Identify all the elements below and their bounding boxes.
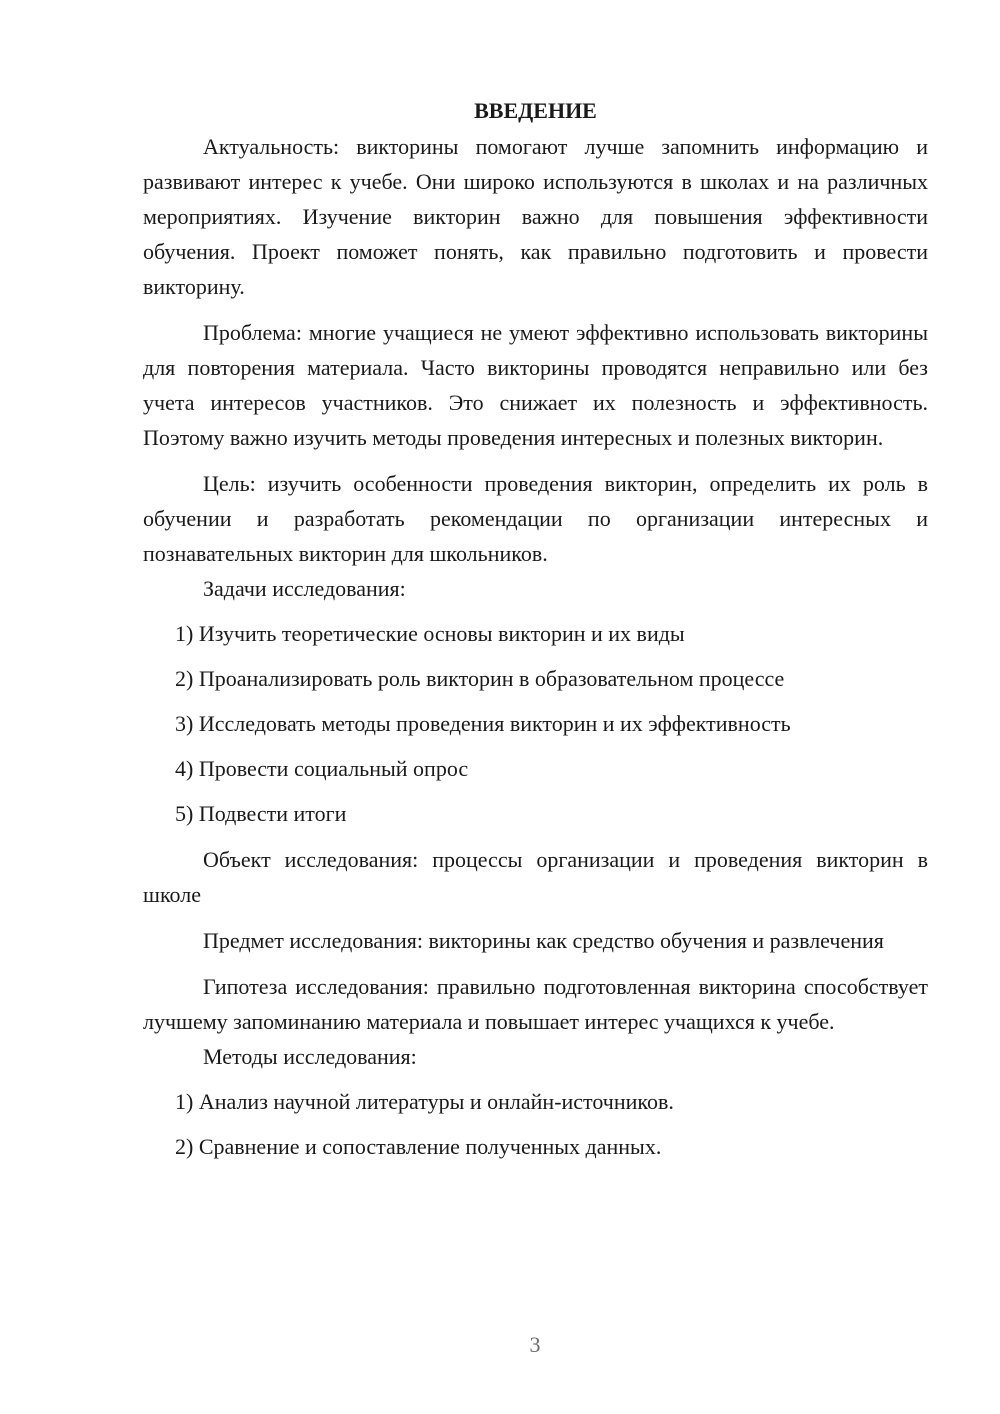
object-paragraph: Объект исследования: процессы организации и проведения викторин в школе [143, 847, 928, 907]
task-item-5: 5) Подвести итоги [175, 801, 347, 826]
subject-paragraph: Предмет исследования: викторины как средство обучения и развлечения [203, 928, 884, 953]
methods-heading: Методы исследования: [203, 1044, 417, 1069]
method-item-2: 2) Сравнение и сопоставление полученных данных. [175, 1134, 662, 1159]
page-title: ВВЕДЕНИЕ [474, 98, 597, 123]
document-page [143, 93, 928, 1164]
task-item-3: 3) Исследовать методы проведения викторин и их эффективность [175, 711, 791, 736]
method-item-1: 1) Анализ научной литературы и онлайн-источников. [175, 1089, 674, 1114]
task-item-1: 1) Изучить теоретические основы викторин и их виды [175, 621, 685, 646]
tasks-heading: Задачи исследования: [203, 576, 406, 601]
problem-paragraph: Проблема: многие учащиеся не умеют эффективно использовать викторины для повторения материала. Часто викторины проводятся неправильно или без учета интересов участников. Это снижает их полезность и эффективность. Поэтому важно изучить методы проведения интересных и полезных викторин. [143, 320, 928, 450]
goal-paragraph: Цель: изучить особенности проведения викторин, определить их роль в обучении и разработать рекомендации по организации интересных и познавательных викторин для школьников. [143, 471, 928, 566]
page-number: 3 [529, 1332, 541, 1357]
relevance-paragraph: Актуальность: викторины помогают лучше запомнить информацию и развивают интерес к учебе. Они широко используются в школах и на различных мероприятиях. Изучение викторин важно для повышения эффективности обучения. Проект поможет понять, как правильно подготовить и провести викторину. [143, 134, 928, 299]
task-item-2: 2) Проанализировать роль викторин в образовательном процессе [175, 666, 785, 691]
hypothesis-paragraph: Гипотеза исследования: правильно подготовленная викторина способствует лучшему запоминанию материала и повышает интерес учащихся к учебе. [143, 974, 928, 1034]
task-item-4: 4) Провести социальный опрос [175, 756, 469, 781]
